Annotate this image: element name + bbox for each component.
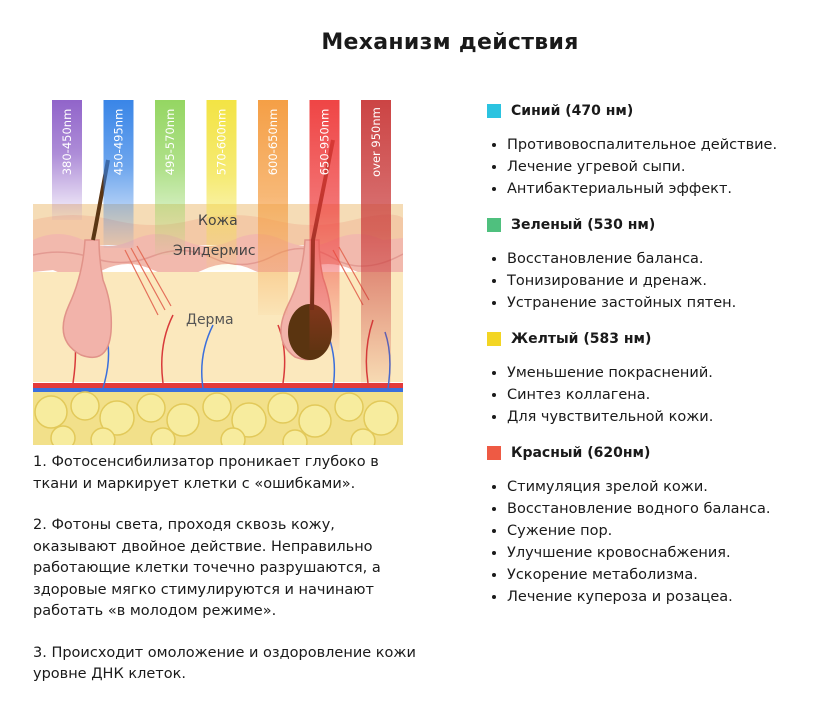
wavelength-effects	[487, 98, 807, 620]
layer-label-dermis: Дерма	[186, 312, 234, 328]
group-heading: Желтый (583 нм)	[511, 331, 652, 347]
group-red	[487, 440, 807, 608]
group-heading: Красный (620нм)	[511, 445, 651, 461]
steps-text	[33, 452, 423, 706]
layer-label-skin: Кожа	[198, 213, 238, 229]
list-item: • Тонизирование и дренаж.	[507, 270, 807, 292]
light-band-label: 380-450nm	[60, 108, 74, 176]
light-band	[52, 100, 82, 220]
list-item: • Антибактериальный эффект.	[507, 178, 807, 200]
group-heading: Зеленый (530 нм)	[511, 217, 656, 233]
list-item: • Для чувствительной кожи.	[507, 406, 807, 428]
list-item: • Лечение купероза и розацеа.	[507, 586, 807, 608]
light-band-label: over 950nm	[369, 107, 383, 177]
list-item: • Ускорение метаболизма.	[507, 564, 807, 586]
light-band-label: 650-950nm	[317, 108, 332, 176]
group-blue	[487, 98, 807, 200]
group-yellow	[487, 326, 807, 428]
light-band-label: 570-600nm	[214, 108, 229, 176]
light-band	[155, 100, 185, 255]
step-1: 1. Фотосенсибилизатор проникает глубоко в ткани и маркирует клетки с «ошибками».	[33, 454, 379, 492]
list-item: • Стимуляция зрелой кожи.	[507, 476, 807, 498]
list-item: • Лечение угревой сыпи.	[507, 156, 807, 178]
list-item: • Восстановление водного баланса.	[507, 498, 807, 520]
light-band	[361, 100, 391, 390]
light-band-label: 495-570nm	[163, 108, 177, 176]
layer-label-epidermis: Эпидермис	[173, 243, 256, 259]
green-swatch	[487, 218, 501, 232]
yellow-swatch	[487, 332, 501, 346]
list-item: • Восстановление баланса.	[507, 248, 807, 270]
light-band	[258, 100, 288, 315]
light-band	[104, 100, 134, 248]
light-band-label: 450-495nm	[111, 108, 126, 176]
group-green	[487, 212, 807, 314]
blue-swatch	[487, 104, 501, 118]
red-swatch	[487, 446, 501, 460]
list-item: • Уменьшение покраснений.	[507, 362, 807, 384]
light-band	[310, 100, 340, 350]
light-band-label: 600-650nm	[266, 108, 280, 176]
list-item: • Противовоспалительное действие.	[507, 134, 807, 156]
list-item: • Улучшение кровоснабжения.	[507, 542, 807, 564]
group-heading: Синий (470 нм)	[511, 103, 634, 119]
list-item: • Устранение застойных пятен.	[507, 292, 807, 314]
list-item: • Синтез коллагена.	[507, 384, 807, 406]
step-2: 2. Фотоны света, проходя сквозь кожу, оказывают двойное действие. Неправильно работающие клетки точечно разрушаются, а здоровые мягко стимулируются и начинают работать «в молодом режиме».	[33, 517, 381, 619]
skin-light-diagram	[33, 100, 403, 445]
step-3: 3. Происходит омоложение и оздоровление кожи уровне ДНК клеток.	[33, 644, 416, 682]
list-item: • Сужение пор.	[507, 520, 807, 542]
page-title: Механизм действия	[321, 30, 579, 55]
